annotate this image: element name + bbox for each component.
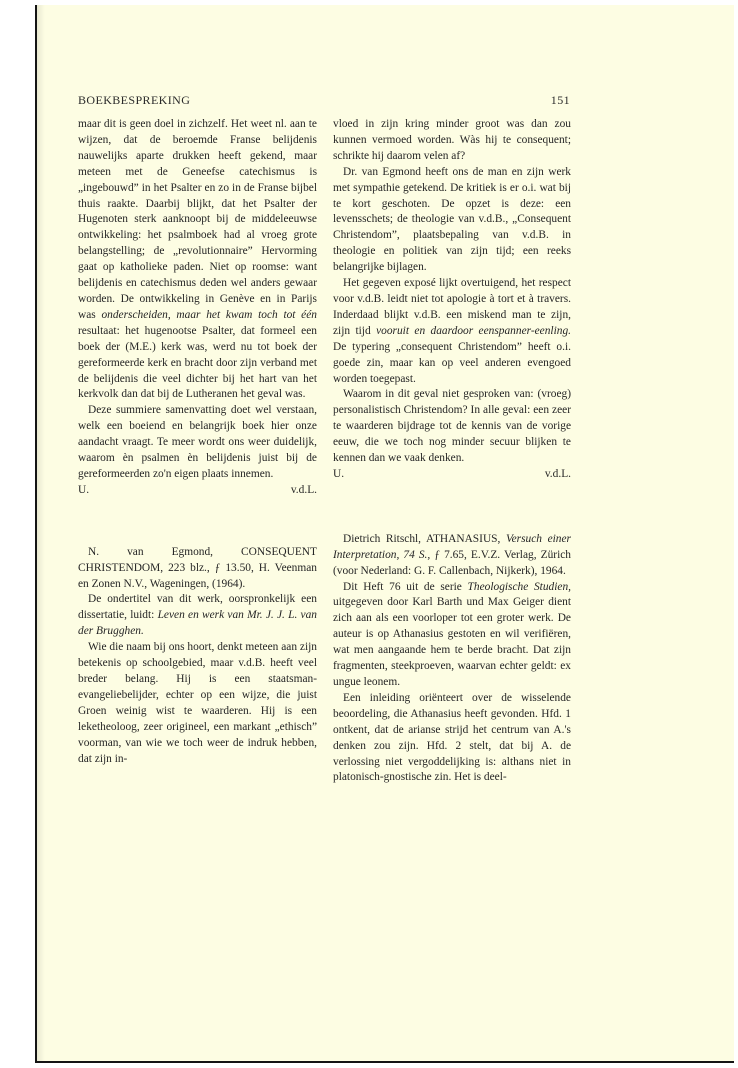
right-review-signature (333, 467, 571, 483)
right-paragraph-1: vloed in zijn kring minder groot was dan zou kunnen vermoed worden. Wàs hij te consequent; schrikte hij daarom velen af? (333, 118, 571, 162)
right-paragraph-3: Het gegeven exposé lijkt overtuigend, het respect voor v.d.B. leidt niet tot apologie à tort et à travers. Inderdaad blijkt v.d.B. een miskend man te zijn, zijn tijd vooruit en daardoor eenspanner-eenling. De typering „consequent Christendom” heeft o.i. goede zin, maar kan op veel anderen evengoed worden toegepast. (333, 277, 571, 385)
right-paragraph-2: Dr. van Egmond heeft ons de man en zijn werk met sympathie getekend. De kritiek is er o.i. wat bij te kort geschoten. De opzet is deze: een levensschets; de theologie van v.d.B., „Consequent Christendom”, plaatsbepaling van v.d.B. in theologie en politiek van zijn tijd; een reeks belangrijke bijlagen. (333, 165, 571, 274)
left-review-signature (78, 483, 317, 499)
left-paragraph-1-emphasis: onderscheiden, maar het kwam toch tot één (101, 308, 317, 321)
left-paragraph-2: Deze summiere samenvatting doet wel verstaan, welk een boeiend en belangrijk boek hier onze aandacht vraagt. Te meer wordt ons weer duidelijk, waarom èn psalmen èn belijdenis juist bij de gereformeerden zo'n eigen plaats innemen. (78, 404, 317, 480)
book-entry-ritschl: Dietrich Ritschl, ATHANASIUS, Versuch einer Interpretation, 74 S., ƒ 7.65, E.V.Z. Verlag, Zürich (voor Nederland: G. F. Callenbach, Nijkerk), 1964. (333, 532, 571, 577)
signature-reviewer: v.d.L. (290, 483, 317, 496)
page-edge-bottom (35, 1061, 734, 1063)
left-column (78, 117, 317, 767)
right-paragraph-6: Een inleiding oriënteert over de wisselende beoordeling, die Athanasius heeft gevonden. Hfd. 1 ontkent, dat de arianse strijd het centrum van A.'s denken zou zijn. Hfd. 2 stelt, dat bij A. de verlossing niet vergoddelijking is: althans niet in platonisch-gnostische zin. Het is deel- (333, 691, 571, 784)
right-column (333, 117, 571, 786)
page-number: 151 (550, 93, 570, 107)
right-paragraph-3-emphasis: vooruit en daardoor eenspanner-eenling. (376, 324, 571, 337)
subtitle-italic: Leven en werk van Mr. J. J. L. van der Brugghen. (78, 609, 317, 638)
signature-initial: U. (78, 483, 90, 496)
book-entry-egmond: N. van Egmond, CONSEQUENT CHRISTENDOM, 223 blz., ƒ 13.50, H. Veenman en Zonen N.V., Wageningen, (1964). (78, 545, 317, 590)
binding-shadow (37, 5, 45, 1061)
left-paragraph-1: maar dit is geen doel in zichzelf. Het weet nl. aan te wijzen, dat de beroemde Franse belijdenis nauwelijks aparte drukken heeft gekend, maar meteen met de Geneefse catechismus is „ingebouwd” in het Psalter en zo in de Franse bijbel thuis raakte. Daarbij blijkt, dat het Psalter der Hugenoten sterk aanknoopt bij de middeleeuwse ontwikkeling: het psalmboek had al vroeg grote belangstelling; de „revolutionnaire” Hervorming gaat op katholieke paden. Niet op roomse: want belijdenis en catechismus deden wel anders gewaar worden. De ontwikkeling in Genève en in Parijs was onderscheiden, maar het kwam toch tot één resultaat: het hugenootse Psalter, dat formeel een boek der (M.E.) kerk was, werd nu tot boek der gereformeerde kerk en bracht door zijn verband met de belijdenis die veel dichter bij het hart van het kerkvolk dan dat bij de Lutheranen het geval was. (78, 118, 317, 401)
page-edge-left (35, 5, 37, 1063)
signature-reviewer: v.d.L. (544, 467, 571, 480)
book-entry-subtitle: Versuch einer Interpretation, 74 S., (333, 532, 571, 561)
signature-initial: U. (333, 467, 345, 480)
right-paragraph-5: Dit Heft 76 uit de serie Theologische Studien, uitgegeven door Karl Barth und Max Geiger dient zich aan als een voorloper tot een groter werk. De auteur is op Athanasius gestoten en wil verifiëren, wat men aangaande hem te berde bracht. Dat zijn fragmenten, steekproeven, waarvan echter geldt: ex ungue leonem. (333, 580, 571, 688)
series-title: Theologische Studien, (467, 580, 571, 593)
running-head-title: BOEKBESPREKING (78, 93, 191, 107)
left-paragraph-3: De ondertitel van dit werk, oorspronkelijk een dissertatie, luidt: Leven en werk van Mr. J. J. L. van der Brugghen. (78, 593, 317, 638)
left-paragraph-4: Wie die naam bij ons hoort, denkt meteen aan zijn betekenis op schoolgebied, maar v.d.B. heeft veel breder belang. Hij is een staatsman-evangeliebelijder, echter op een wijze, die juist Groen weinig wist te waarderen. Hij is een leketheoloog, zeer origineel, een markant „ethisch” voorman, van wie we toch weer de indruk hebben, dat zijn in- (78, 641, 317, 765)
right-paragraph-4: Waarom in dit geval niet gesproken van: (vroeg) personalistisch Christendom? In alle geval: een zeer te waarderen bijdrage tot de kennis van de vorige eeuw, die we toch nog minder secuur blijken te kennen dan we vaak denken. (333, 388, 571, 465)
